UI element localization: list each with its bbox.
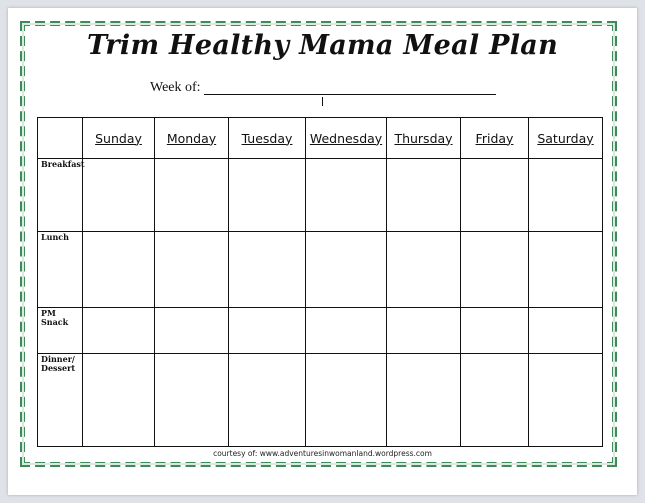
day-header: Monday [155,118,229,159]
meal-entry-cell[interactable] [229,159,306,232]
meal-entry-cell[interactable] [461,232,529,308]
meal-label [38,354,83,447]
meal-entry-cell[interactable] [461,159,529,232]
meal-entry-cell[interactable] [155,354,229,447]
meal-entry-cell[interactable] [306,159,387,232]
meal-entry-cell[interactable] [83,354,155,447]
meal-entry-cell[interactable] [387,308,461,354]
meal-label [38,232,83,308]
meal-row [38,232,603,308]
meal-entry-cell[interactable] [306,232,387,308]
week-of-label: Week of: [150,80,201,95]
meal-plan-table [37,117,603,447]
meal-entry-cell[interactable] [387,232,461,308]
meal-entry-cell[interactable] [461,354,529,447]
meal-entry-cell[interactable] [461,308,529,354]
meal-entry-cell[interactable] [306,354,387,447]
meal-label-line: PM [41,308,56,318]
header-row [38,118,603,159]
day-header: Thursday [387,118,461,159]
meal-entry-cell[interactable] [306,308,387,354]
text-cursor [322,97,323,106]
meal-entry-cell[interactable] [83,232,155,308]
day-header: Sunday [83,118,155,159]
meal-label [38,308,83,354]
page-title: Trim Healthy Mama Meal Plan [86,30,559,61]
meal-label-line: Lunch [41,232,69,242]
meal-row [38,159,603,232]
week-of-row [150,80,500,100]
meal-entry-cell[interactable] [155,232,229,308]
meal-entry-cell[interactable] [83,159,155,232]
meal-row [38,308,603,354]
meal-entry-cell[interactable] [529,308,603,354]
meal-label-line: Snack [41,317,69,327]
corner-cell [38,118,83,159]
meal-entry-cell[interactable] [155,159,229,232]
meal-entry-cell[interactable] [387,354,461,447]
meal-label [38,159,83,232]
meal-row [38,354,603,447]
meal-label-line: Dinner/ [41,354,75,364]
day-header: Saturday [529,118,603,159]
meal-entry-cell[interactable] [83,308,155,354]
day-header: Friday [461,118,529,159]
meal-entry-cell[interactable] [387,159,461,232]
day-header: Wednesday [306,118,387,159]
meal-entry-cell[interactable] [529,354,603,447]
meal-entry-cell[interactable] [229,354,306,447]
meal-entry-cell[interactable] [229,232,306,308]
meal-label-line: Dessert [41,363,76,373]
meal-entry-cell[interactable] [155,308,229,354]
week-of-blank-line[interactable] [204,94,496,95]
meal-entry-cell[interactable] [529,232,603,308]
meal-entry-cell[interactable] [229,308,306,354]
meal-entry-cell[interactable] [529,159,603,232]
day-header: Tuesday [229,118,306,159]
footer-credit: courtesy of: www.adventuresinwomanland.wordpress.com [213,449,432,458]
meal-label-line: Breakfast [41,159,85,169]
